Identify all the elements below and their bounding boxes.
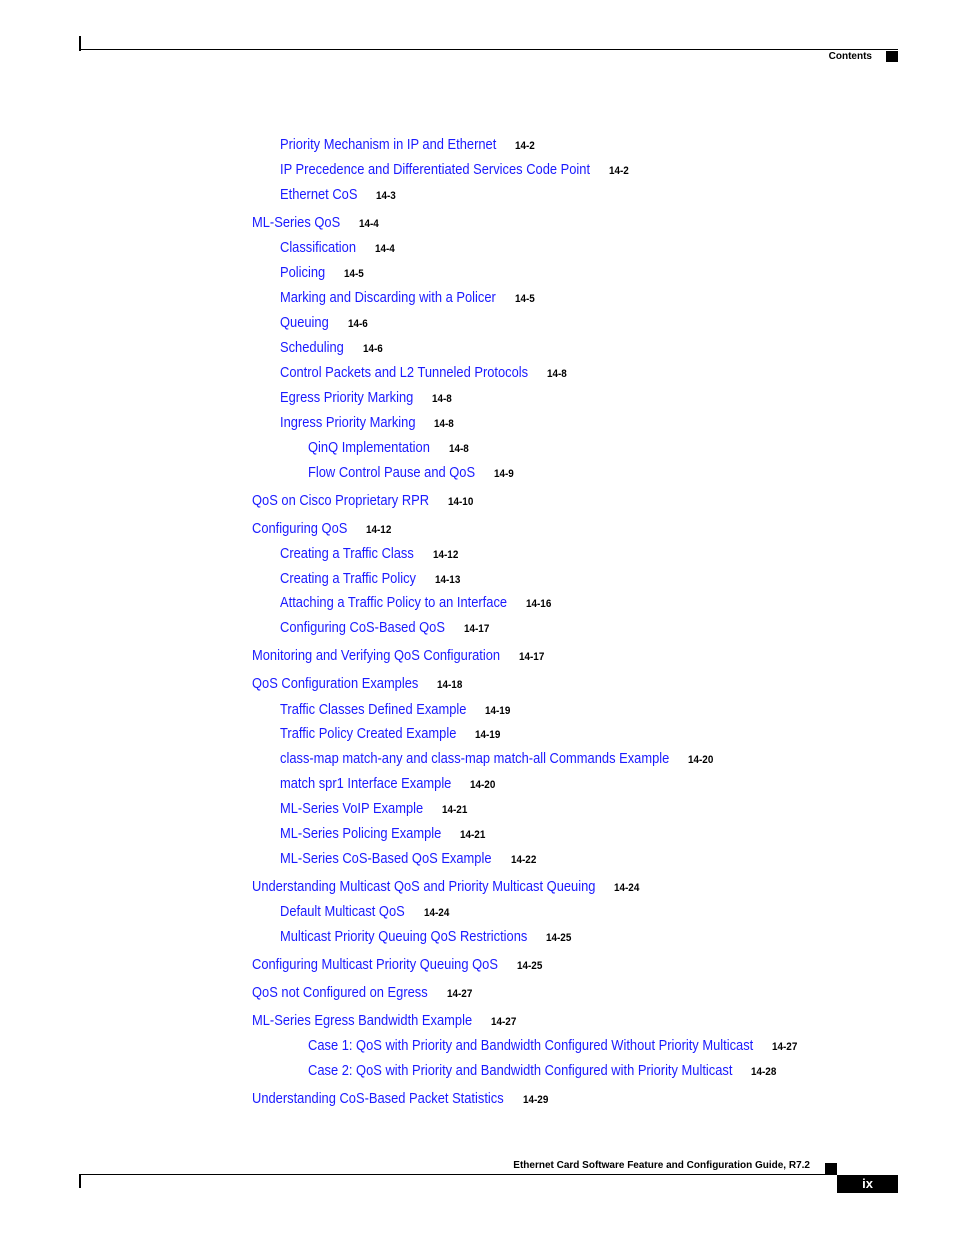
toc-entry[interactable] <box>252 647 545 665</box>
toc-entry[interactable] <box>280 850 537 868</box>
toc-entry-page: 14-6 <box>363 343 383 355</box>
toc-entry-page: 14-13 <box>435 574 461 586</box>
toc-entry-page: 14-20 <box>470 779 496 791</box>
toc-entry-title[interactable]: Configuring Multicast Priority Queuing QoS <box>252 956 498 973</box>
toc-entry-page: 14-16 <box>526 598 552 610</box>
toc-entry-title[interactable]: Creating a Traffic Class <box>280 545 414 562</box>
toc-entry-page: 14-12 <box>366 524 392 536</box>
toc-entry-page: 14-18 <box>437 679 463 691</box>
toc-entry[interactable] <box>280 314 368 332</box>
toc-entry-title[interactable]: QoS on Cisco Proprietary RPR <box>252 492 430 509</box>
toc-entry-page: 14-5 <box>515 293 535 305</box>
toc-entry-title[interactable]: QoS Configuration Examples <box>252 675 419 692</box>
toc-entry-page: 14-22 <box>511 854 537 866</box>
toc-entry-title[interactable]: ML-Series CoS-Based QoS Example <box>280 850 492 867</box>
toc-entry-title[interactable]: ML-Series Egress Bandwidth Example <box>252 1012 473 1029</box>
toc-entry[interactable] <box>252 492 474 510</box>
toc-entry[interactable] <box>308 1037 826 1055</box>
toc-entry[interactable] <box>280 800 468 818</box>
toc-entry[interactable] <box>252 675 463 693</box>
toc-entry-title[interactable]: Egress Priority Marking <box>280 389 414 406</box>
toc-entry-page: 14-27 <box>491 1016 517 1028</box>
toc-entry-page: 14-2 <box>515 140 535 152</box>
toc-entry-title[interactable]: QoS not Configured on Egress <box>252 984 428 1001</box>
toc-entry-page: 14-8 <box>434 418 454 430</box>
toc-entry-title[interactable]: Configuring CoS-Based QoS <box>280 619 445 636</box>
toc-entry-page: 14-12 <box>433 549 459 561</box>
toc-entry[interactable] <box>308 1062 802 1080</box>
toc-entry-page: 14-4 <box>359 218 379 230</box>
toc-entry-page: 14-8 <box>432 393 452 405</box>
toc-entry[interactable] <box>280 725 501 743</box>
toc-entry-title[interactable]: Case 2: QoS with Priority and Bandwidth Configured with Priority Multicast <box>308 1062 733 1079</box>
toc-entry-page: 14-24 <box>424 907 450 919</box>
header-rule <box>79 49 898 50</box>
toc-entry[interactable] <box>252 1090 549 1108</box>
toc-entry-page: 14-20 <box>688 754 714 766</box>
toc-entry-title[interactable]: ML-Series VoIP Example <box>280 800 424 817</box>
toc-entry[interactable] <box>280 775 496 793</box>
header-section-label: Contents <box>828 51 872 62</box>
toc-entry-page: 14-9 <box>494 468 514 480</box>
toc-entry[interactable] <box>280 928 572 946</box>
toc-entry[interactable] <box>280 570 461 588</box>
toc-entry-title[interactable]: Configuring QoS <box>252 520 348 537</box>
toc-entry-title[interactable]: Ingress Priority Marking <box>280 414 416 431</box>
toc-entry[interactable] <box>280 594 552 612</box>
toc-entry-page: 14-8 <box>449 443 469 455</box>
toc-entry-page: 14-29 <box>523 1094 549 1106</box>
toc-entry[interactable] <box>308 464 514 482</box>
toc-entry[interactable] <box>280 619 490 637</box>
toc-entry[interactable] <box>280 545 459 563</box>
toc-entry-title[interactable]: IP Precedence and Differentiated Services Code Point <box>280 161 591 178</box>
footer-rule <box>79 1174 837 1175</box>
toc-entry-title[interactable]: Priority Mechanism in IP and Ethernet <box>280 136 497 153</box>
toc-entry[interactable] <box>280 186 396 204</box>
toc-entry-title[interactable]: ML-Series QoS <box>252 214 341 231</box>
toc-entry[interactable] <box>280 903 450 921</box>
toc-entry[interactable] <box>280 389 452 407</box>
toc-entry-title[interactable]: Control Packets and L2 Tunneled Protocols <box>280 364 529 381</box>
toc-entry-page: 14-19 <box>475 729 501 741</box>
toc-entry-title[interactable]: Flow Control Pause and QoS <box>308 464 476 481</box>
footer-marker-block <box>825 1163 837 1175</box>
toc-entry-title[interactable]: Traffic Classes Defined Example <box>280 701 467 718</box>
toc-entry-page: 14-8 <box>547 368 567 380</box>
toc-entry-title[interactable]: ML-Series Policing Example <box>280 825 442 842</box>
toc-entry[interactable] <box>280 136 535 154</box>
toc-entry[interactable] <box>252 984 473 1002</box>
toc-entry[interactable] <box>280 414 454 432</box>
toc-entry[interactable] <box>252 214 379 232</box>
toc-entry[interactable] <box>280 750 733 768</box>
toc-entry[interactable] <box>280 339 383 357</box>
toc-entry-page: 14-24 <box>614 882 640 894</box>
toc-entry-title[interactable]: Scheduling <box>280 339 344 356</box>
toc-entry-page: 14-21 <box>460 829 486 841</box>
toc-entry[interactable] <box>280 364 569 382</box>
toc-entry[interactable] <box>280 289 535 307</box>
toc-entry-page: 14-25 <box>546 932 572 944</box>
toc-entry-title[interactable]: Understanding CoS-Based Packet Statistics <box>252 1090 504 1107</box>
toc-entry-page: 14-19 <box>485 705 511 717</box>
toc-entry[interactable] <box>280 701 511 719</box>
toc-entry-title[interactable]: Case 1: QoS with Priority and Bandwidth Configured Without Priority Multicast <box>308 1037 754 1054</box>
toc-entry-page: 14-2 <box>609 165 629 177</box>
footer-corner-mark <box>79 1174 81 1188</box>
toc-entry[interactable] <box>252 878 651 896</box>
toc-entry-page: 14-4 <box>375 243 395 255</box>
toc-entry[interactable] <box>280 825 486 843</box>
footer-book-title: Ethernet Card Software Feature and Configuration Guide, R7.2 <box>513 1160 810 1171</box>
toc-entry-page: 14-25 <box>517 960 543 972</box>
toc-entry-page: 14-21 <box>442 804 468 816</box>
toc-entry-page: 14-27 <box>447 988 473 1000</box>
toc-entry[interactable] <box>252 956 543 974</box>
toc-entry-page: 14-6 <box>348 318 368 330</box>
toc-entry-page: 14-17 <box>519 651 545 663</box>
toc-entry-title[interactable]: Multicast Priority Queuing QoS Restrictions <box>280 928 528 945</box>
toc-entry-title[interactable]: QinQ Implementation <box>308 439 430 456</box>
toc-entry-title[interactable]: Creating a Traffic Policy <box>280 570 416 587</box>
toc-entry-title[interactable]: Policing <box>280 264 326 281</box>
toc-entry-title[interactable]: Classification <box>280 239 357 256</box>
toc-entry-title[interactable]: Attaching a Traffic Policy to an Interface <box>280 594 508 611</box>
toc-entry-title[interactable]: class-map match-any and class-map match-all Commands Example <box>280 750 670 767</box>
toc-entry[interactable] <box>280 239 395 257</box>
toc-entry-page: 14-3 <box>376 190 396 202</box>
toc-entry-title[interactable]: Understanding Multicast QoS and Priority Multicast Queuing <box>252 878 596 895</box>
toc-entry-title[interactable]: match spr1 Interface Example <box>280 775 452 792</box>
toc-entry-page: 14-28 <box>751 1066 777 1078</box>
toc-entry[interactable] <box>308 439 469 457</box>
toc-entry-title[interactable]: Marking and Discarding with a Policer <box>280 289 496 306</box>
toc-entry-page: 14-17 <box>464 623 490 635</box>
page-number: ix <box>837 1175 898 1193</box>
toc-entry-page: 14-5 <box>344 268 364 280</box>
toc-entry[interactable] <box>280 161 641 179</box>
toc-entry[interactable] <box>280 264 364 282</box>
toc-entry-page: 14-10 <box>448 496 474 508</box>
toc-entry-page: 14-27 <box>772 1041 798 1053</box>
toc-entry-title[interactable]: Ethernet CoS <box>280 186 358 203</box>
toc-entry[interactable] <box>252 1012 517 1030</box>
toc-entry-title[interactable]: Monitoring and Verifying QoS Configuration <box>252 647 501 664</box>
toc-entry-title[interactable]: Traffic Policy Created Example <box>280 725 457 742</box>
header-marker-block <box>886 51 898 62</box>
toc-entry[interactable] <box>252 520 392 538</box>
toc-entry-title[interactable]: Queuing <box>280 314 329 331</box>
toc-entry-title[interactable]: Default Multicast QoS <box>280 903 405 920</box>
